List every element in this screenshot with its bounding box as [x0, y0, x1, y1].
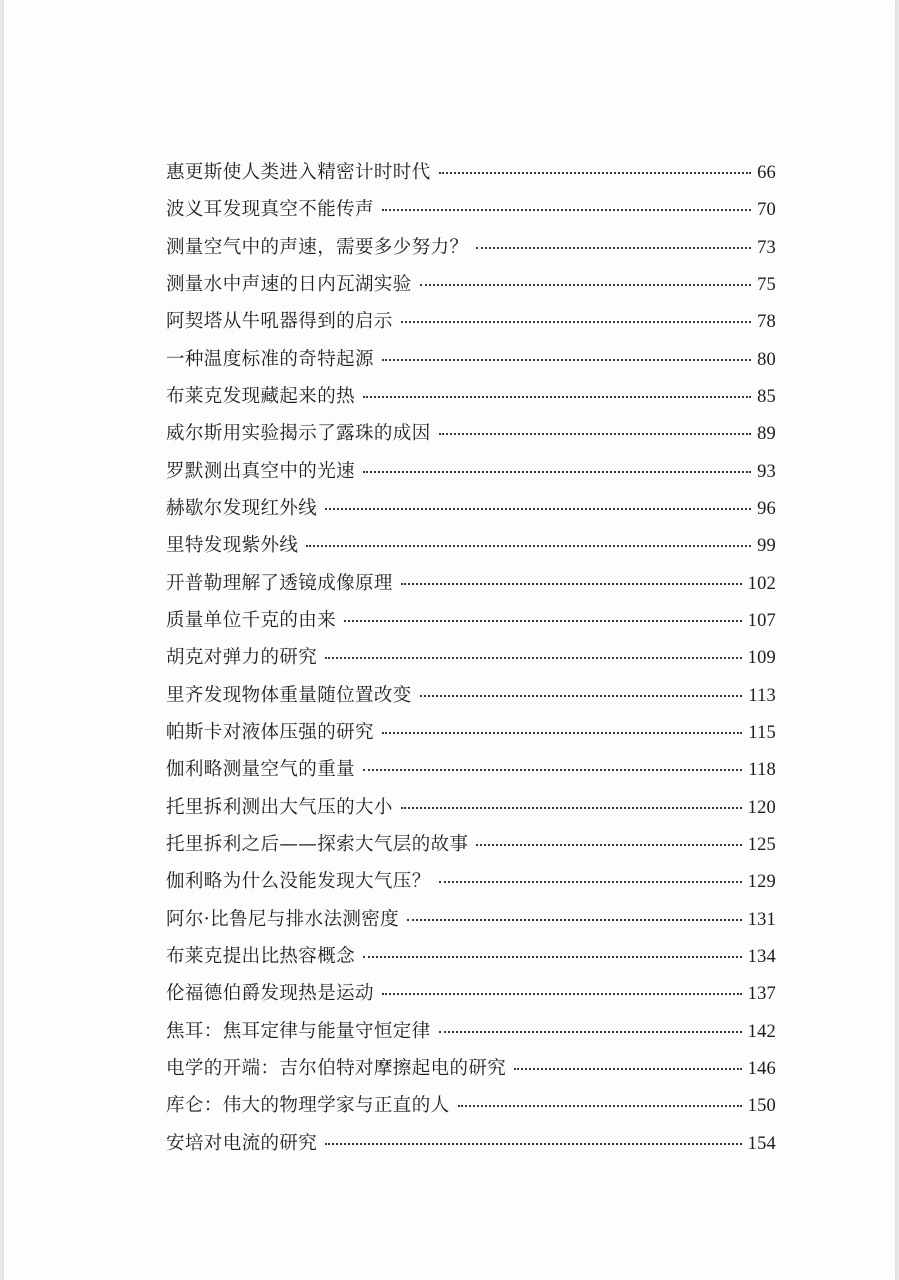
toc-page-number: 120 — [747, 797, 776, 818]
toc-page-number: 113 — [748, 685, 776, 706]
toc-entry — [166, 1091, 776, 1128]
dot-leader — [439, 433, 751, 435]
toc-page-number: 142 — [747, 1021, 776, 1042]
toc-entry — [166, 1129, 776, 1166]
toc-page-number: 89 — [757, 424, 776, 445]
toc-page-number: 85 — [757, 386, 776, 407]
toc-page-number: 129 — [747, 872, 776, 893]
toc-entry — [166, 979, 776, 1016]
toc-entry — [166, 830, 776, 867]
toc-entry — [166, 345, 776, 382]
dot-leader — [420, 284, 751, 286]
toc-entry — [166, 942, 776, 979]
toc-entry-title: 开普勒理解了透镜成像原理 — [166, 572, 393, 594]
dot-leader — [401, 321, 751, 323]
toc-entry-title: 一种温度标准的奇特起源 — [166, 348, 374, 370]
dot-leader — [420, 695, 743, 697]
toc-entry-title: 胡克对弹力的研究 — [166, 647, 318, 669]
toc-page-number: 73 — [757, 237, 776, 258]
dot-leader — [439, 172, 751, 174]
toc-entry-title: 伦福德伯爵发现热是运动 — [166, 983, 374, 1005]
toc-entry — [166, 419, 776, 456]
dot-leader — [476, 247, 751, 249]
dot-leader — [382, 359, 751, 361]
toc-page-number: 70 — [757, 200, 776, 221]
dot-leader — [401, 807, 742, 809]
toc-page-number: 109 — [747, 648, 776, 669]
toc-page-number: 80 — [757, 349, 776, 370]
toc-entry — [166, 755, 776, 792]
toc-entry — [166, 1054, 776, 1091]
toc-entry-title: 电学的开端：吉尔伯特对摩擦起电的研究 — [166, 1057, 507, 1079]
toc-entry — [166, 905, 776, 942]
toc-entry — [166, 643, 776, 680]
toc-page-number: 125 — [747, 834, 776, 855]
toc-entry — [166, 307, 776, 344]
dot-leader — [363, 396, 751, 398]
toc-entry-title: 罗默测出真空中的光速 — [166, 460, 356, 482]
toc-page-number: 115 — [748, 722, 776, 743]
dot-leader — [382, 209, 751, 211]
toc-entry-title: 阿尔·比鲁尼与排水法测密度 — [166, 908, 400, 930]
toc-entry-title: 库仑：伟大的物理学家与正直的人 — [166, 1095, 450, 1117]
toc-entry — [166, 867, 776, 904]
toc-entry-title: 威尔斯用实验揭示了露珠的成因 — [166, 423, 431, 445]
toc-page-number: 131 — [747, 909, 776, 930]
dot-leader — [325, 1143, 741, 1145]
dot-leader — [306, 545, 751, 547]
dot-leader — [382, 993, 742, 995]
dot-leader — [363, 471, 751, 473]
toc-entry-title: 赫歇尔发现红外线 — [166, 497, 318, 519]
toc-entry-title: 布莱克发现藏起来的热 — [166, 385, 356, 407]
toc-page-number: 118 — [748, 760, 776, 781]
toc-entry-title: 里齐发现物体重量随位置改变 — [166, 684, 412, 706]
toc-page-number: 93 — [757, 461, 776, 482]
dot-leader — [382, 732, 742, 734]
dot-leader — [363, 769, 742, 771]
toc-entry — [166, 158, 776, 195]
toc-entry-title: 阿契塔从牛吼器得到的启示 — [166, 311, 393, 333]
toc-entry-title: 帕斯卡对液体压强的研究 — [166, 721, 374, 743]
toc-page-number: 78 — [757, 312, 776, 333]
toc-page-number: 102 — [747, 573, 776, 594]
toc-page-number: 66 — [757, 163, 776, 183]
dot-leader — [514, 1068, 741, 1070]
toc-page-number: 99 — [757, 536, 776, 557]
toc-entry — [166, 270, 776, 307]
dot-leader — [401, 583, 742, 585]
toc-entry-title: 托里拆利测出大气压的大小 — [166, 796, 393, 818]
dot-leader — [325, 657, 741, 659]
toc-page-number: 150 — [747, 1096, 776, 1117]
dot-leader — [325, 508, 751, 510]
dot-leader — [458, 1105, 742, 1107]
toc-page-number: 146 — [747, 1058, 776, 1079]
toc-entry — [166, 382, 776, 419]
dot-leader — [363, 956, 742, 958]
dot-leader — [344, 620, 742, 622]
toc-page-number: 96 — [757, 498, 776, 519]
table-of-contents — [166, 158, 776, 1166]
toc-page-number: 107 — [747, 610, 776, 631]
toc-entry — [166, 494, 776, 531]
toc-entry — [166, 233, 776, 270]
toc-entry — [166, 718, 776, 755]
toc-entry-title: 伽利略测量空气的重量 — [166, 759, 356, 781]
toc-page-number: 134 — [747, 946, 776, 967]
book-page — [4, 0, 895, 1280]
toc-entry-title: 质量单位千克的由来 — [166, 609, 337, 631]
toc-entry-title: 惠更斯使人类进入精密计时时代 — [166, 162, 431, 183]
toc-entry — [166, 606, 776, 643]
toc-entry-title: 安培对电流的研究 — [166, 1132, 318, 1154]
toc-entry-title: 托里拆利之后——探索大气层的故事 — [166, 833, 469, 855]
toc-entry — [166, 793, 776, 830]
toc-entry-title: 布莱克提出比热容概念 — [166, 945, 356, 967]
toc-page-number: 137 — [747, 984, 776, 1005]
toc-page-number: 75 — [757, 274, 776, 295]
dot-leader — [407, 919, 742, 921]
toc-entry-title: 里特发现紫外线 — [166, 535, 299, 557]
toc-entry — [166, 531, 776, 568]
dot-leader — [439, 881, 742, 883]
dot-leader — [439, 1031, 742, 1033]
toc-entry — [166, 569, 776, 606]
toc-entry-title: 焦耳：焦耳定律与能量守恒定律 — [166, 1020, 431, 1042]
toc-entry — [166, 195, 776, 232]
toc-entry-title: 测量空气中的声速，需要多少努力？ — [166, 236, 469, 258]
toc-entry — [166, 457, 776, 494]
toc-entry-title: 波义耳发现真空不能传声 — [166, 199, 374, 221]
dot-leader — [476, 844, 741, 846]
toc-entry — [166, 1017, 776, 1054]
toc-page-number: 154 — [747, 1133, 776, 1154]
toc-entry — [166, 681, 776, 718]
toc-entry-title: 伽利略为什么没能发现大气压？ — [166, 871, 431, 893]
toc-entry-title: 测量水中声速的日内瓦湖实验 — [166, 273, 412, 295]
